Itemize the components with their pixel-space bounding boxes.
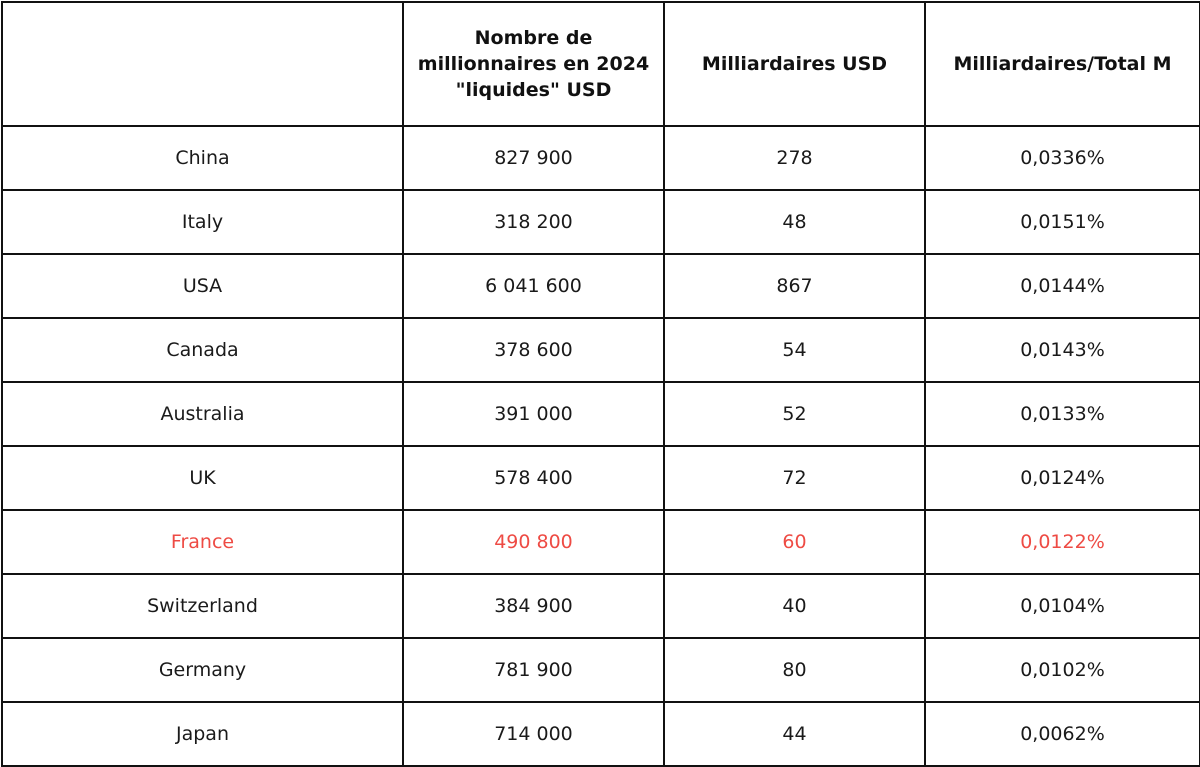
cell-billionaires: 80 <box>664 638 925 702</box>
cell-ratio: 0,0144% <box>925 254 1200 318</box>
table-row <box>2 702 1200 766</box>
cell-billionaires: 72 <box>664 446 925 510</box>
table-row <box>2 382 1200 446</box>
table-row <box>2 638 1200 702</box>
cell-millionaires: 391 000 <box>403 382 664 446</box>
cell-country: Italy <box>2 190 403 254</box>
cell-ratio: 0,0122% <box>925 510 1200 574</box>
cell-millionaires: 490 800 <box>403 510 664 574</box>
cell-country: Canada <box>2 318 403 382</box>
table-row <box>2 126 1200 190</box>
table-row <box>2 574 1200 638</box>
cell-country: Switzerland <box>2 574 403 638</box>
header-billionaires: Milliardaires USD <box>664 2 925 126</box>
cell-country: Germany <box>2 638 403 702</box>
table-row <box>2 446 1200 510</box>
cell-millionaires: 318 200 <box>403 190 664 254</box>
cell-country: UK <box>2 446 403 510</box>
cell-ratio: 0,0133% <box>925 382 1200 446</box>
cell-ratio: 0,0124% <box>925 446 1200 510</box>
table-row <box>2 254 1200 318</box>
cell-millionaires: 578 400 <box>403 446 664 510</box>
millionaires-table <box>1 1 1200 767</box>
cell-billionaires: 52 <box>664 382 925 446</box>
cell-ratio: 0,0151% <box>925 190 1200 254</box>
table-row-highlighted <box>2 510 1200 574</box>
cell-millionaires: 714 000 <box>403 702 664 766</box>
cell-billionaires: 48 <box>664 190 925 254</box>
cell-ratio: 0,0336% <box>925 126 1200 190</box>
header-country <box>2 2 403 126</box>
cell-country: Japan <box>2 702 403 766</box>
cell-millionaires: 6 041 600 <box>403 254 664 318</box>
cell-ratio: 0,0143% <box>925 318 1200 382</box>
cell-millionaires: 378 600 <box>403 318 664 382</box>
table-row <box>2 190 1200 254</box>
cell-billionaires: 40 <box>664 574 925 638</box>
cell-country: France <box>2 510 403 574</box>
cell-country: China <box>2 126 403 190</box>
cell-country: Australia <box>2 382 403 446</box>
cell-billionaires: 44 <box>664 702 925 766</box>
cell-billionaires: 278 <box>664 126 925 190</box>
cell-ratio: 0,0062% <box>925 702 1200 766</box>
cell-millionaires: 827 900 <box>403 126 664 190</box>
cell-billionaires: 54 <box>664 318 925 382</box>
cell-millionaires: 384 900 <box>403 574 664 638</box>
header-millionaires: Nombre de millionnaires en 2024 "liquides" USD <box>403 2 664 126</box>
header-ratio: Milliardaires/Total M <box>925 2 1200 126</box>
table-row <box>2 318 1200 382</box>
cell-country: USA <box>2 254 403 318</box>
cell-billionaires: 867 <box>664 254 925 318</box>
cell-billionaires: 60 <box>664 510 925 574</box>
header-row <box>2 2 1200 126</box>
cell-millionaires: 781 900 <box>403 638 664 702</box>
cell-ratio: 0,0102% <box>925 638 1200 702</box>
cell-ratio: 0,0104% <box>925 574 1200 638</box>
